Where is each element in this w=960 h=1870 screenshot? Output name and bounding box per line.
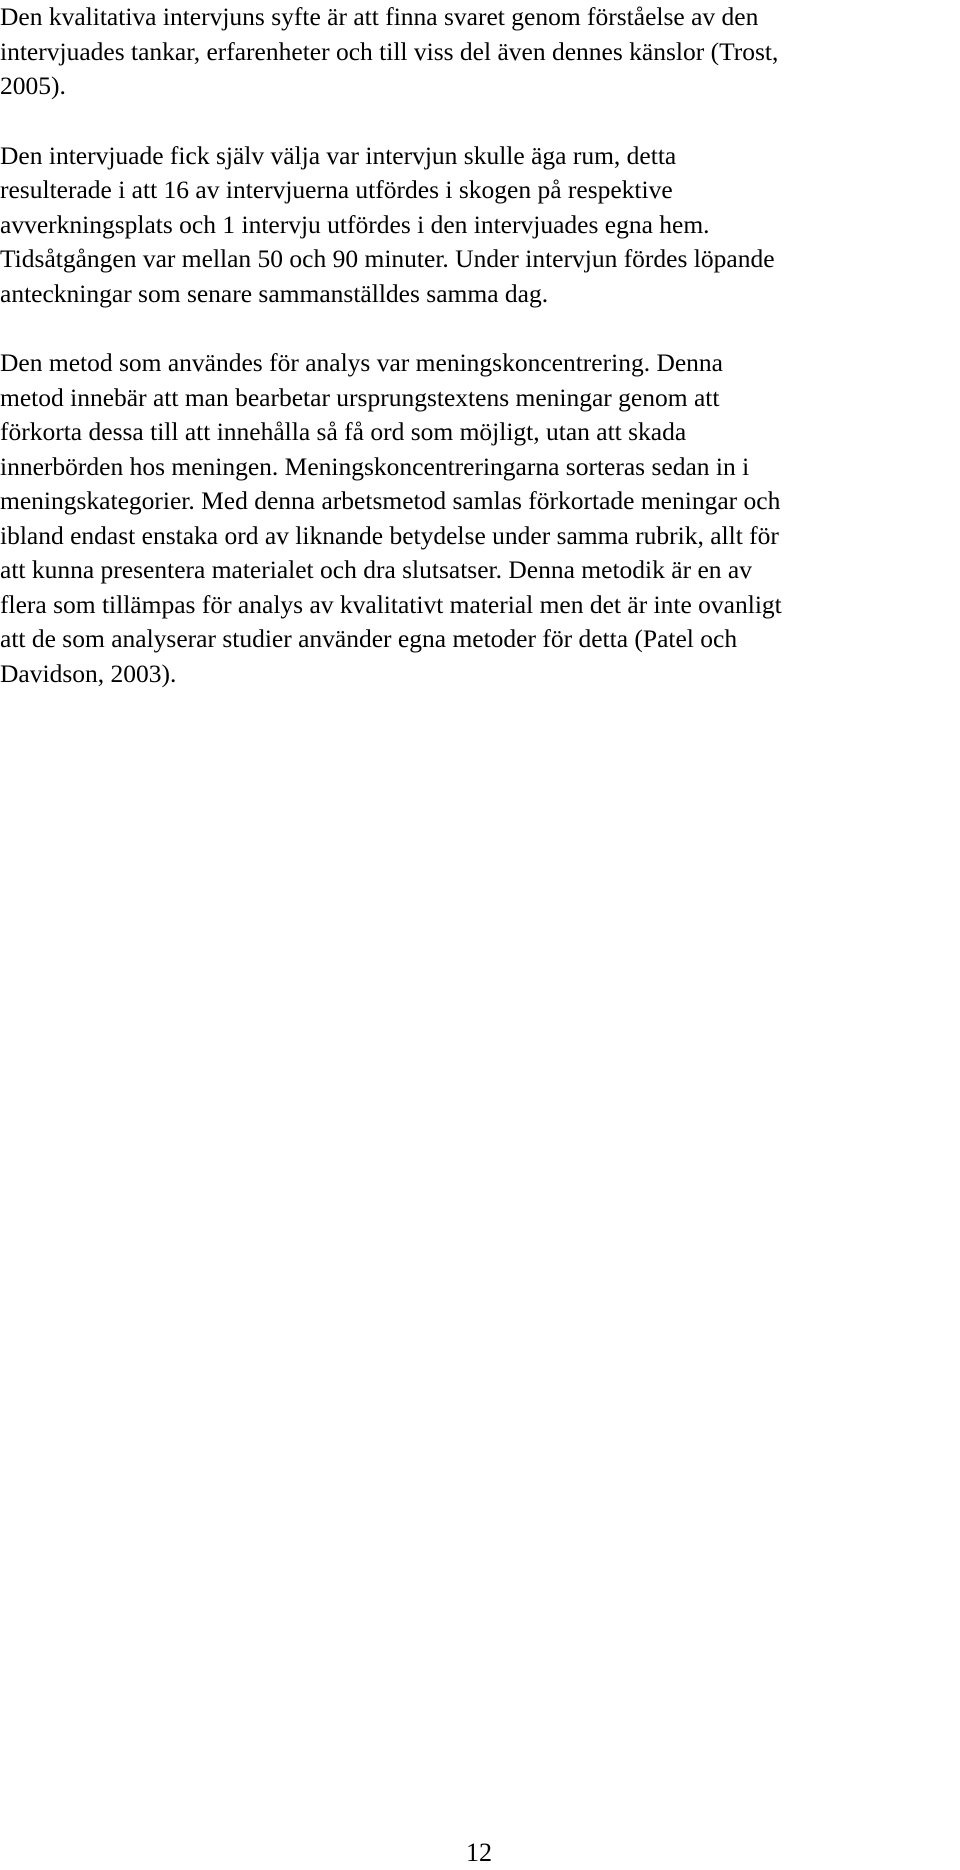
body-text [0, 0, 960, 691]
paragraph-analysis-method [0, 346, 960, 691]
text-line: meningskategorier. Med denna arbetsmetod samlas förkortade meningar och [0, 486, 781, 515]
text-line: flera som tillämpas för analys av kvalitativt material men det är inte ovanligt [0, 589, 782, 619]
text-line: Den metod som användes för analys var meningskoncentrering. Denna [0, 348, 723, 377]
paragraph-interview-purpose [0, 0, 960, 104]
text-line: anteckningar som senare sammanställdes samma dag. [0, 278, 549, 308]
text-line: ibland endast enstaka ord av liknande betydelse under samma rubrik, allt för [0, 520, 779, 550]
text-line: 2005). [0, 71, 66, 100]
text-line: att de som analyserar studier använder egna metoder för detta (Patel och [0, 624, 738, 653]
text-line: att kunna presentera materialet och dra slutsatser. Denna metodik är en av [0, 555, 752, 584]
text-line: avverkningsplats och 1 intervju utfördes i den intervjuades egna hem. [0, 209, 710, 239]
text-line: resulterade i att 16 av intervjuerna utfördes i skogen på respektive [0, 175, 673, 204]
text-line: Den kvalitativa intervjuns syfte är att finna svaret genom förståelse av den [0, 2, 759, 31]
text-line: metod innebär att man bearbetar ursprungstextens meningar genom att [0, 382, 720, 412]
text-line: Tidsåtgången var mellan 50 och 90 minuter. Under intervjun fördes löpande [0, 244, 775, 273]
paragraph-interview-location [0, 139, 960, 312]
text-line: intervjuades tankar, erfarenheter och till viss del även dennes känslor (Trost, [0, 36, 779, 66]
page-number: 12 [466, 1838, 492, 1867]
text-line: Den intervjuade fick själv välja var intervjun skulle äga rum, detta [0, 140, 677, 170]
text-line: innerbörden hos meningen. Meningskoncentreringarna sorteras sedan in i [0, 451, 750, 481]
text-line: förkorta dessa till att innehålla så få ord som möjligt, utan att skada [0, 417, 687, 446]
text-line: Davidson, 2003). [0, 658, 177, 688]
